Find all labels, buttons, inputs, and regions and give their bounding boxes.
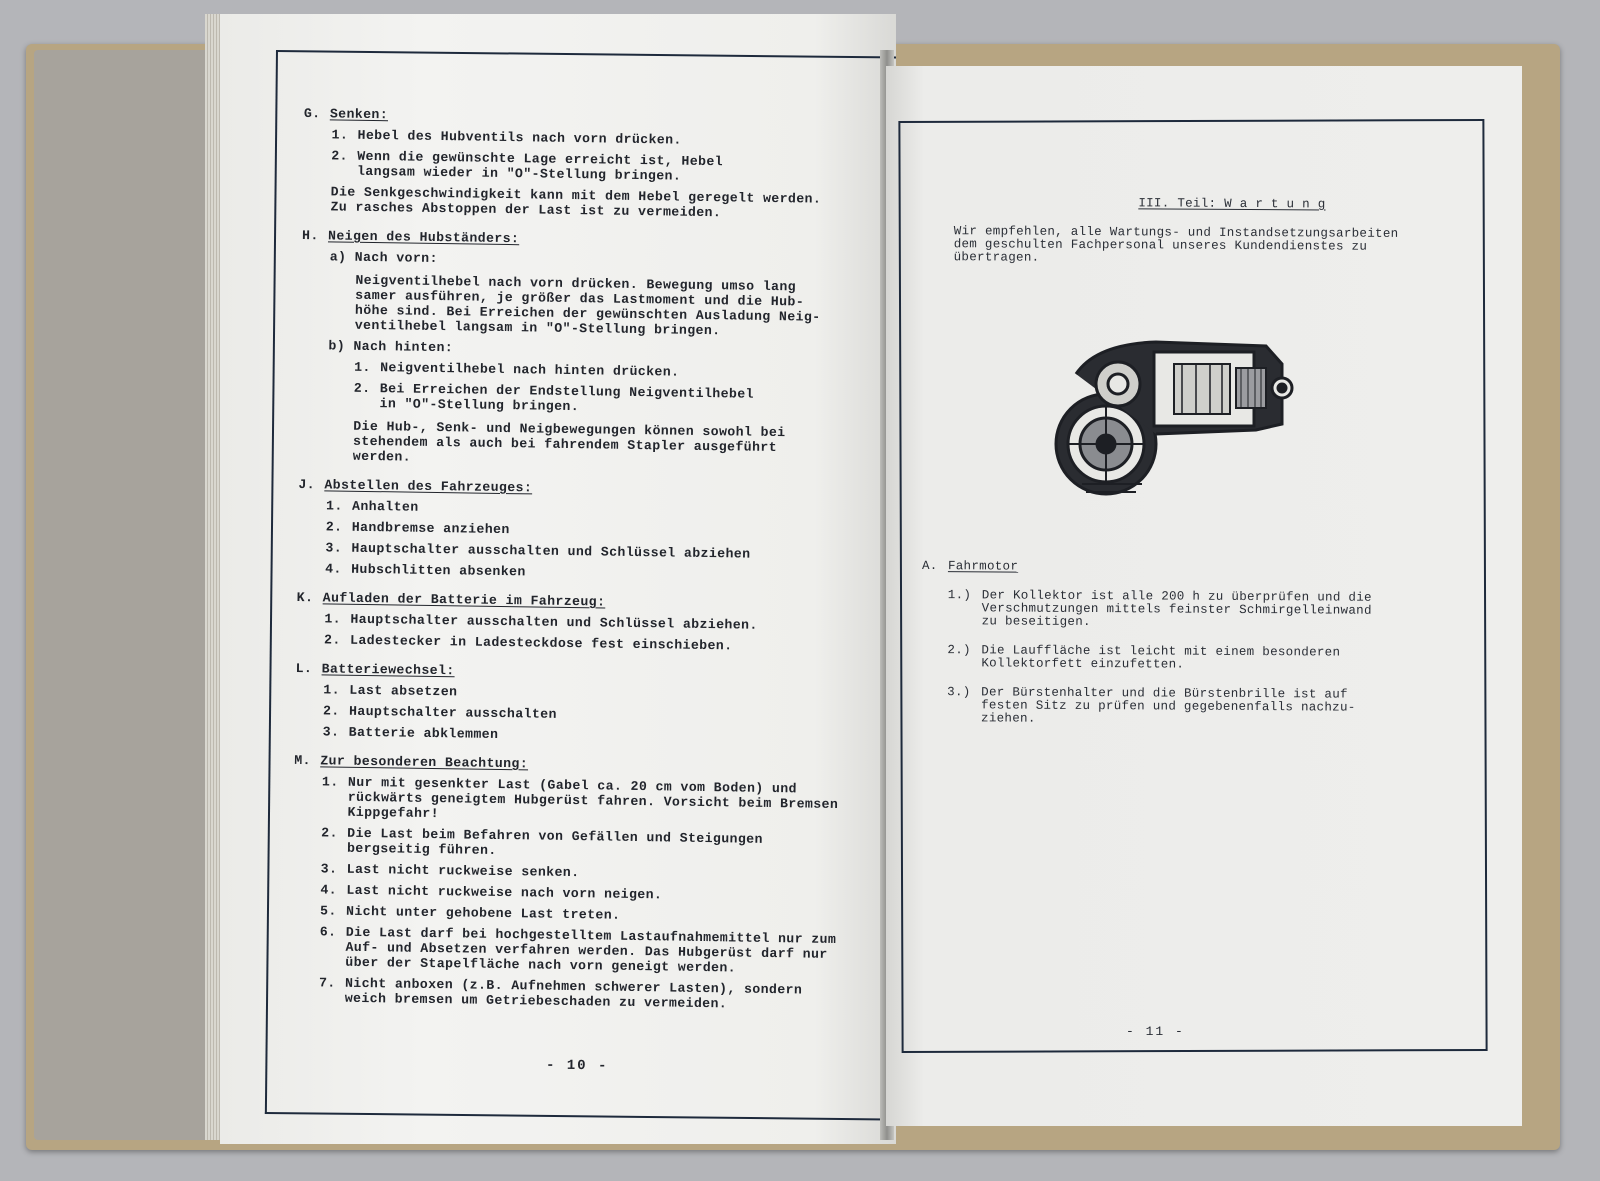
list-item xyxy=(331,148,883,186)
item-number: 6. xyxy=(319,924,337,940)
list-item xyxy=(354,360,880,383)
section-senken xyxy=(302,106,884,223)
item-text: Die Lauffläche ist leicht mit einem besonderen Kollektorfett einzufetten. xyxy=(981,643,1341,672)
page-number: - 10 - xyxy=(545,1057,609,1075)
cover-inner-left xyxy=(34,50,224,1140)
section-batteriewechsel xyxy=(295,661,876,748)
subsection-label: b) Nach hinten: xyxy=(328,338,454,356)
item-number: 2. xyxy=(323,632,341,648)
list-item xyxy=(324,611,876,634)
item-number: 2. xyxy=(331,148,349,164)
section-abstellen xyxy=(297,477,878,585)
item-text: Die Last beim Befahren von Gefällen und Steigungen bergseitig führen. xyxy=(346,825,763,858)
item-number: 1. xyxy=(324,611,342,627)
list-item xyxy=(321,774,874,827)
list-item xyxy=(320,882,872,905)
section-note: Die Senkgeschwindigkeit kann mit dem Hebel geregelt werden. Zu rasches Abstoppen der Last ist zu vermeiden. xyxy=(330,184,822,221)
list-item xyxy=(323,682,875,705)
item-number: 2. xyxy=(322,703,340,719)
section-letter: A. xyxy=(921,559,938,574)
section-aufladen xyxy=(296,590,877,656)
list-item xyxy=(325,540,877,563)
list-item xyxy=(947,644,1481,673)
item-number: 1. xyxy=(323,682,341,698)
item-number: 4. xyxy=(320,882,338,898)
item-number: 1. xyxy=(321,774,339,790)
section-letter: G. xyxy=(303,106,321,122)
list-item xyxy=(321,861,873,884)
item-text: Last nicht ruckweise senken. xyxy=(346,861,580,881)
list-item xyxy=(947,686,1481,728)
section-title: Neigen des Hubständers: xyxy=(327,228,520,247)
item-text: Nicht unter gehobene Last treten. xyxy=(345,903,621,923)
section-title: Aufladen der Batterie im Fahrzeug: xyxy=(322,590,606,610)
list-item xyxy=(325,561,877,584)
section-letter: K. xyxy=(296,589,314,606)
item-number: 2. xyxy=(325,519,343,535)
section-title: Abstellen des Fahrzeuges: xyxy=(324,477,533,496)
item-text: Hebel des Hubventils nach vorn drücken. xyxy=(357,127,682,148)
drive-motor-cutaway-drawing-icon xyxy=(1046,334,1296,504)
list-item xyxy=(320,903,872,926)
section-letter: J. xyxy=(298,476,316,493)
section-neigen xyxy=(299,228,882,472)
list-item xyxy=(326,519,878,542)
item-text: Neigventilhebel nach hinten drücken. xyxy=(380,360,680,380)
item-number: 7. xyxy=(318,975,336,991)
item-number: 1. xyxy=(354,359,371,376)
item-text: Handbremse anziehen xyxy=(351,519,510,538)
item-number: 1. xyxy=(325,498,343,514)
item-text: Ladestecker in Ladesteckdose fest einschieben. xyxy=(349,632,733,654)
subsection-label: a) Nach vorn: xyxy=(329,249,438,267)
left-page xyxy=(220,14,896,1144)
list-item xyxy=(321,825,873,863)
item-text: Last absetzen xyxy=(349,682,458,700)
section-title: Fahrmotor xyxy=(947,559,1019,574)
left-page-content xyxy=(291,106,884,1014)
list-item xyxy=(323,724,875,747)
item-number: 4. xyxy=(325,561,342,577)
item-text: Hauptschalter ausschalten xyxy=(348,703,557,722)
item-number: 2.) xyxy=(947,643,971,658)
list-item xyxy=(353,381,879,419)
item-text: Hauptschalter ausschalten und Schlüssel abziehen xyxy=(351,540,751,562)
section-letter: M. xyxy=(294,752,312,769)
item-number: 1. xyxy=(331,127,349,143)
page-number: - 11 - xyxy=(1126,1024,1185,1039)
item-text: Anhalten xyxy=(351,498,419,515)
item-text: Wenn die gewünschte Lage erreicht ist, Hebel langsam wieder in "O"-Stellung bringen. xyxy=(356,148,724,184)
list-item xyxy=(331,127,883,150)
list-item xyxy=(323,703,875,726)
item-number: 1.) xyxy=(947,588,972,603)
item-number: 5. xyxy=(319,903,337,919)
section-fahrmotor xyxy=(921,560,1482,728)
section-letter: L. xyxy=(295,660,313,677)
item-text: Batterie abklemmen xyxy=(348,724,499,742)
subsection-note: Die Hub-, Senk- und Neigbewegungen können sowohl bei stehendem als auch bei fahrendem Stapler ausgeführt werden. xyxy=(352,418,786,465)
item-number: 2. xyxy=(321,825,338,841)
item-text: Nur mit gesenkter Last (Gabel ca. 20 cm vom Boden) und rückwärts geneigtem Hubgerüst fahren. Vorsicht beim Bremsen Kippgefahr! xyxy=(347,774,839,822)
subsection-text: Neigventilhebel nach vorn drücken. Bewegung umso lang samer ausführen, je größer das Lastmoment und die Hub- höhe sind. Bei Erreichen der gewünschten Ausladung Neig- ventilhebel langsam in "O"-Stellung bringen. xyxy=(354,272,821,339)
item-text: Nicht anboxen (z.B. Aufnehmen schwerer Lasten), sondern weich bremsen um Getriebeschaden zu vermeiden. xyxy=(344,975,803,1012)
item-number: 3. xyxy=(325,540,343,556)
item-number: 3. xyxy=(322,724,340,740)
item-text: Last nicht ruckweise nach vorn neigen. xyxy=(346,882,663,903)
item-number: 2. xyxy=(353,380,371,397)
item-text: Die Last darf bei hochgestelltem Lastaufnahmemittel nur zum Auf- und Absetzen verfahren werden. Das Hubgerüst darf nur über der Stapelfläche nach vorn geneigt werden. xyxy=(345,924,837,976)
right-page-header xyxy=(922,196,1482,267)
section-letter: H. xyxy=(301,227,319,244)
section-beachtung xyxy=(291,753,875,1014)
item-text: Der Bürstenhalter und die Bürstenbrille ist auf festen Sitz zu prüfen und gegebenenfalls nachzu- ziehen. xyxy=(980,685,1356,726)
item-number: 3. xyxy=(320,861,338,877)
section-title: Senken: xyxy=(329,106,389,123)
list-item xyxy=(948,589,1482,631)
intro-text: Wir empfehlen, alle Wartungs- und Instandsetzungsarbeiten dem geschulten Fachpersonal unseres Kundendienstes zu übertragen. xyxy=(953,224,1399,265)
item-number: 3.) xyxy=(947,685,971,700)
list-item xyxy=(319,924,872,977)
part-title: III. Teil: W a r t u n g xyxy=(1138,196,1326,212)
item-text: Hauptschalter ausschalten und Schlüssel abziehen. xyxy=(350,611,758,633)
item-text: Hubschlitten absenken xyxy=(351,561,526,580)
list-item xyxy=(324,632,876,655)
right-page xyxy=(886,66,1522,1126)
item-text: Bei Erreichen der Endstellung Neigventilhebel in "O"-Stellung bringen. xyxy=(379,381,755,415)
section-title: Zur besonderen Beachtung: xyxy=(320,753,529,772)
list-item xyxy=(326,498,878,521)
section-title: Batteriewechsel: xyxy=(321,661,455,679)
item-text: Der Kollektor ist alle 200 h zu überprüfen und die Verschmutzungen mittels feinster Schmirgelleinwand zu beseitigen. xyxy=(981,588,1372,630)
